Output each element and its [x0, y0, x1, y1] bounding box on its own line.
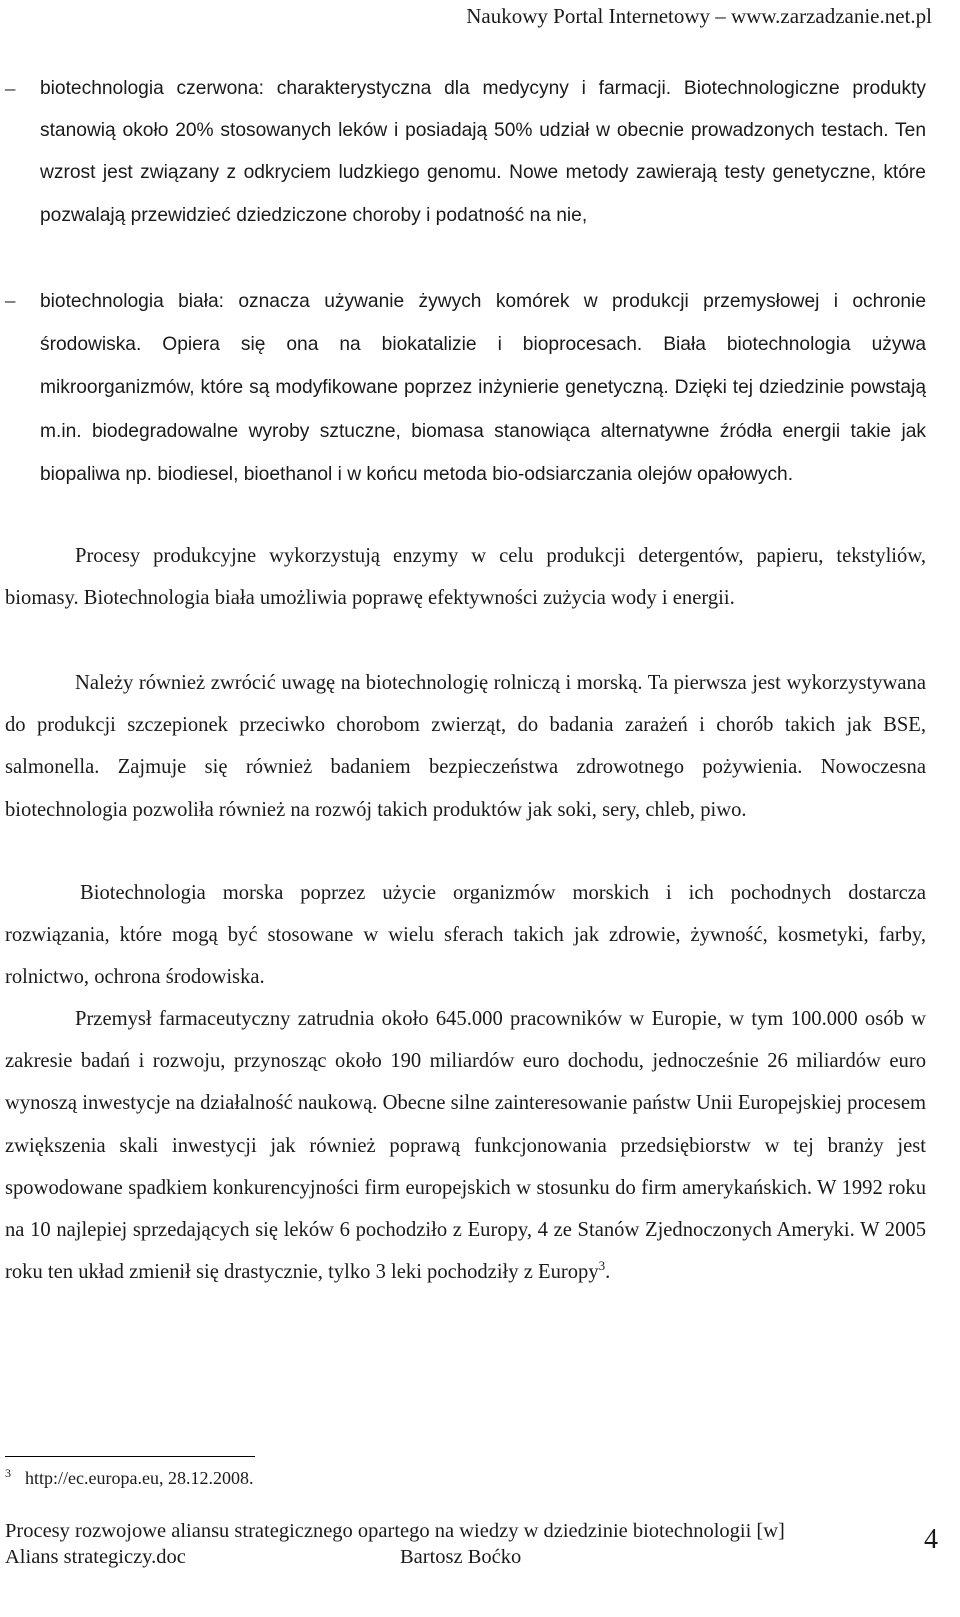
- footer-source: Alians strategiczy.doc: [5, 1546, 186, 1568]
- bullet-item-red-biotech: [5, 68, 926, 237]
- footnote-divider: [5, 1456, 255, 1457]
- footnote-ref: 3: [598, 1258, 606, 1274]
- bullet-dash: –: [5, 78, 16, 100]
- bullet-dash: –: [5, 290, 16, 312]
- paragraph-agri-marine: Należy również zwrócić uwagę na biotechnologię rolniczą i morską. Ta pierwsza jest wykorzystywana do produkcji szczepionek przeciwko chorobom zwierząt, do badania zarażeń i chorób takich jak BSE, salmonella. Zajmuje się również badaniem bezpieczeństwa zdrowotnego pożywienia. Nowoczesna biotechnologia pozwoliła również na rozwój takich produktów jak soki, sery, chleb, piwo.: [5, 672, 926, 821]
- bullet-item-text: biotechnologia czerwona: charakterystyczna dla medycyny i farmacji. Biotechnologiczne produkty stanowią około 20% stosowanych leków i posiadają 50% udział w obecnie prowadzonych testach. Ten wzrost jest związany z odkryciem ludzkiego genomu. Nowe metody zawierają testy genetyczne, które pozwalają przewidzieć dziedziczone choroby i podatność na nie,: [40, 78, 926, 226]
- paragraph-production-processes: Procesy produkcyjne wykorzystują enzymy w celu produkcji detergentów, papieru, tekstyliów, biomasy. Biotechnologia biała umożliwia poprawę efektywności zużycia wody i energii.: [5, 545, 926, 610]
- paragraph-pharma-industry: Przemysł farmaceutyczny zatrudnia około 645.000 pracowników w Europie, w tym 100.000 osób w zakresie badań i rozwoju, przynosząc około 190 miliardów euro dochodu, jednocześnie 26 miliardów euro wynoszą inwestycje na działalność naukową. Obecne silne zainteresowanie państw Unii Europejskiej procesem zwiększenia skali inwestycji jak również poprawą funkcjonowania przedsiębiorstw w tej branży jest spowodowane spadkiem konkurencyjności firm europejskich w stosunku do firm amerykańskich. W 1992 roku na 10 najlepiej sprzedających się leków 6 pochodziło z Europy, 4 ze Stanów Zjednoczonych Ameryki. W 2005 roku ten układ zmienił się drastycznie, tylko 3 leki pochodziły z Europy$^3$.: [5, 1008, 926, 1284]
- bullet-item-text: biotechnologia biała: oznacza używanie żywych komórek w produkcji przemysłowej i ochronie środowiska. Opiera się ona na biokatalizie i bioprocesach. Biała biotechnologia używa mikroorganizmów, które są modyfikowane poprzez inżynierie genetyczną. Dzięki tej dziedzinie powstają m.in. biodegradowalne wyroby sztuczne, biomasa stanowiąca alternatywne źródła energii takie jak biopaliwa np. biodiesel, bioethanol i w końcu metoda bio-odsiarczania olejów opałowych.: [40, 291, 926, 485]
- footnote-link[interactable]: http://ec.europa.eu, 28.12.2008.: [25, 1468, 254, 1488]
- page-header: Naukowy Portal Internetowy – www.zarzadzanie.net.pl: [466, 4, 932, 28]
- footer-meta: [5, 1546, 522, 1569]
- page-number: 4: [924, 1524, 938, 1555]
- footnote: $^3$ http://ec.europa.eu, 28.12.2008.: [5, 1466, 254, 1488]
- paragraph-marine-biotech: Biotechnologia morska poprzez użycie organizmów morskich i ich pochodnych dostarcza rozwiązania, które mogą być stosowane w wielu sferach takich jak zdrowie, żywność, kosmetyki, farby, rolnictwo, ochrona środowiska.: [5, 882, 926, 989]
- footer-title: Procesy rozwojowe aliansu strategicznego opartego na wiedzy w dziedzinie biotechnologii [w]: [5, 1520, 785, 1542]
- footer-author: Bartosz Boćko: [400, 1546, 522, 1568]
- bullet-item-white-biotech: [5, 280, 926, 496]
